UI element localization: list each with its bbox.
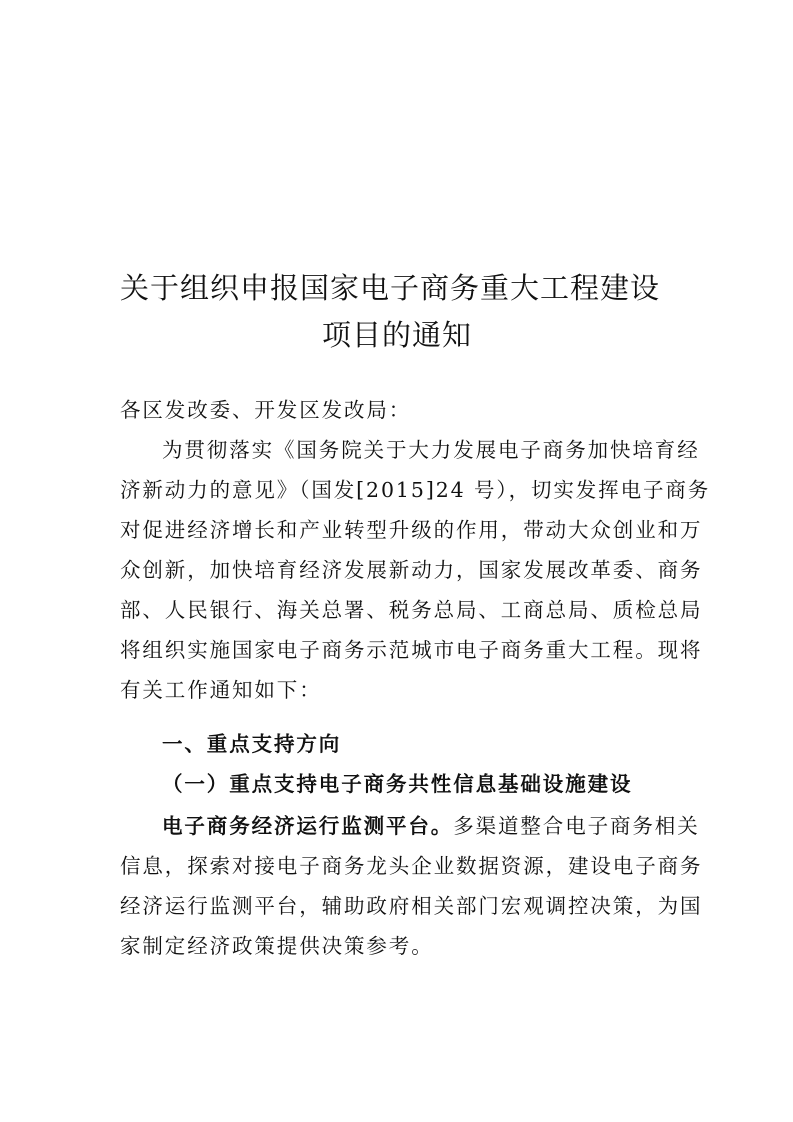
paragraph-1-line-3: 对促进经济增长和产业转型升级的作用，带动大众创业和万 [120, 518, 703, 542]
paragraph-1-line-5: 部、人民银行、海关总署、税务总局、工商总局、质检总局 [120, 598, 703, 622]
document-title-line-1: 关于组织申报国家电子商务重大工程建设 [120, 271, 661, 305]
document-title-line-2: 项目的通知 [322, 318, 473, 352]
paragraph-1-line-6: 将组织实施国家电子商务示范城市电子商务重大工程。现将 [120, 638, 703, 662]
section-heading-1: 一、重点支持方向 [162, 732, 342, 756]
paragraph-2-line-4: 家制定经济政策提供决策参考。 [120, 934, 434, 958]
paragraph-1-line-2: 济新动力的意见》（国发[2015]24 号），切实发挥电子商务 [120, 478, 711, 502]
paragraph-2-line-3: 经济运行监测平台，辅助政府相关部门宏观调控决策，为国 [120, 894, 703, 918]
paragraph-1-line-1: 为贯彻落实《国务院关于大力发展电子商务加快培育经 [162, 438, 700, 462]
paragraph-2-bold-lead: 电子商务经济运行监测平台。 [162, 814, 454, 838]
paragraph-1-line-4: 众创新，加快培育经济发展新动力，国家发展改革委、商务 [120, 558, 703, 582]
paragraph-2-lead-text: 多渠道整合电子商务相关 [453, 814, 700, 838]
paragraph-2-line-1 [162, 812, 722, 840]
paragraph-2-line-2: 信息，探索对接电子商务龙头企业数据资源，建设电子商务 [120, 854, 703, 878]
salutation: 各区发改委、开发区发改局： [120, 398, 412, 422]
section-heading-2: （一）重点支持电子商务共性信息基础设施建设 [162, 772, 633, 796]
paragraph-1-line-7: 有关工作通知如下： [120, 678, 322, 702]
